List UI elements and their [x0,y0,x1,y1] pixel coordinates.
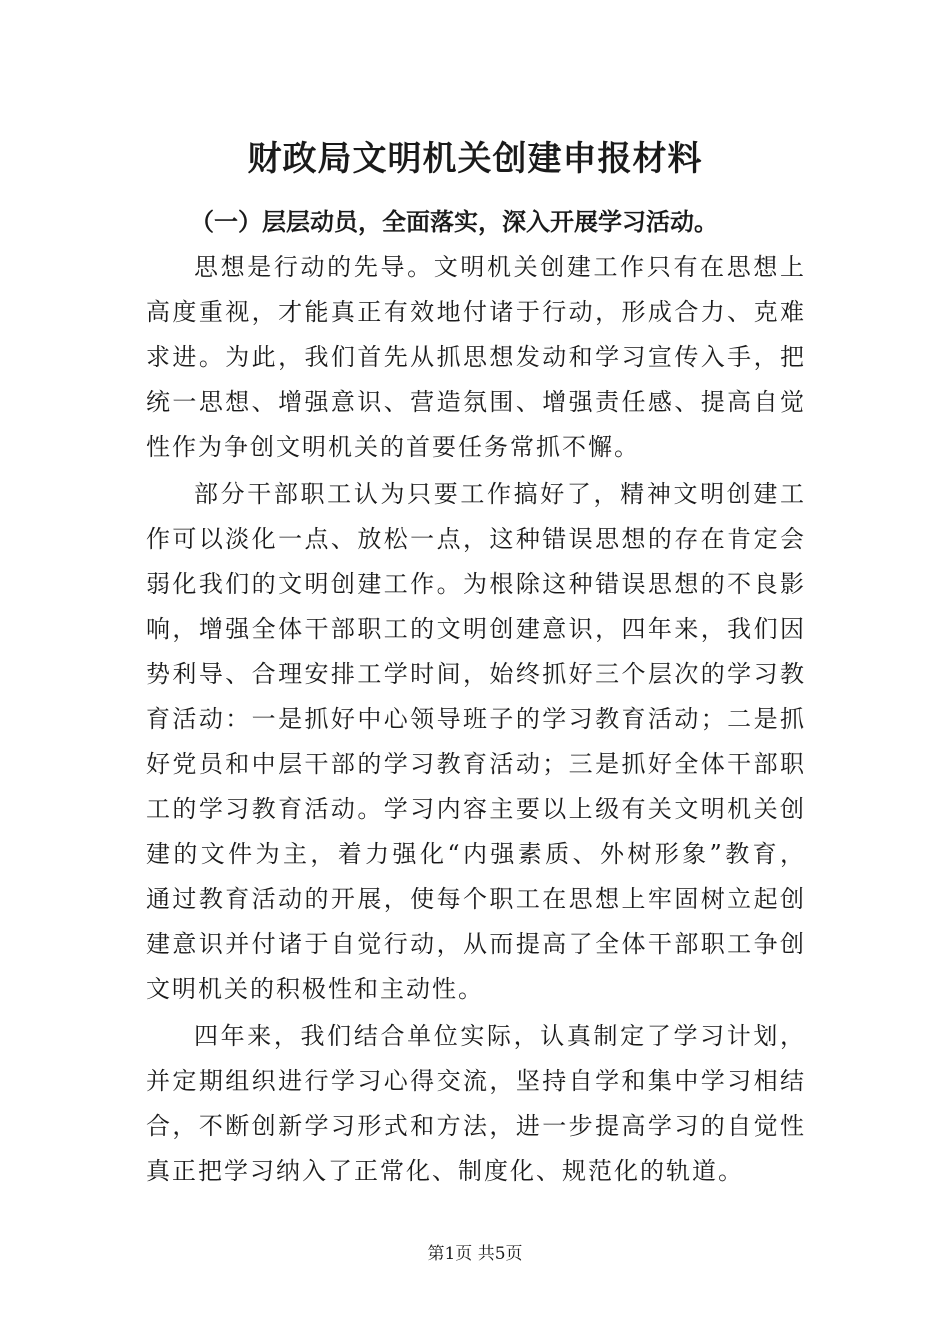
paragraph-3-line: 四年来，我们结合单位实际，认真制定了学习计划， [194,1022,806,1050]
paragraph-2-line: 育活动：一是抓好中心领导班子的学习教育活动；二是抓 [146,705,806,733]
paragraph-2-line: 部分干部职工认为只要工作搞好了，精神文明创建工 [194,480,806,508]
document-title: 财政局文明机关创建申报材料 [247,139,703,179]
paragraph-2-line: 通过教育活动的开展，使每个职工在思想上牢固树立起创 [146,885,806,913]
paragraph-3-line: 真正把学习纳入了正常化、制度化、规范化的轨道。 [146,1157,744,1185]
section-heading: （一）层层动员，全面落实，深入开展学习活动。 [190,208,718,236]
paragraph-3-line: 并定期组织进行学习心得交流，坚持自学和集中学习相结 [146,1067,806,1095]
paragraph-1-line: 统一思想、增强意识、营造氛围、增强责任感、提高自觉 [146,388,806,416]
paragraph-2-line: 文明机关的积极性和主动性。 [146,975,484,1003]
paragraph-2-line: 建意识并付诸于自觉行动，从而提高了全体干部职工争创 [146,930,806,958]
paragraph-1-line: 性作为争创文明机关的首要任务常抓不懈。 [146,433,640,461]
paragraph-2-line: 势利导、合理安排工学时间，始终抓好三个层次的学习教 [146,660,806,688]
page-number-footer: 第1页 共5页 [427,1244,523,1264]
paragraph-3-line: 合，不断创新学习形式和方法，进一步提高学习的自觉性 [146,1112,806,1140]
paragraph-1-line: 思想是行动的先导。文明机关创建工作只有在思想上 [194,253,806,281]
paragraph-2-line: 作可以淡化一点、放松一点，这种错误思想的存在肯定会 [146,525,806,553]
paragraph-2-line: 响，增强全体干部职工的文明创建意识，四年来，我们因 [146,615,806,643]
paragraph-2-line: 弱化我们的文明创建工作。为根除这种错误思想的不良影 [146,570,806,598]
paragraph-2-line: 好党员和中层干部的学习教育活动；三是抓好全体干部职 [146,750,806,778]
paragraph-2-line: 建的文件为主，着力强化“内强素质、外树形象”教育， [146,840,806,868]
paragraph-2-line: 工的学习教育活动。学习内容主要以上级有关文明机关创 [146,795,806,823]
paragraph-1-line: 高度重视，才能真正有效地付诸于行动，形成合力、克难 [146,298,806,326]
paragraph-1-line: 求进。为此，我们首先从抓思想发动和学习宣传入手，把 [146,343,806,371]
